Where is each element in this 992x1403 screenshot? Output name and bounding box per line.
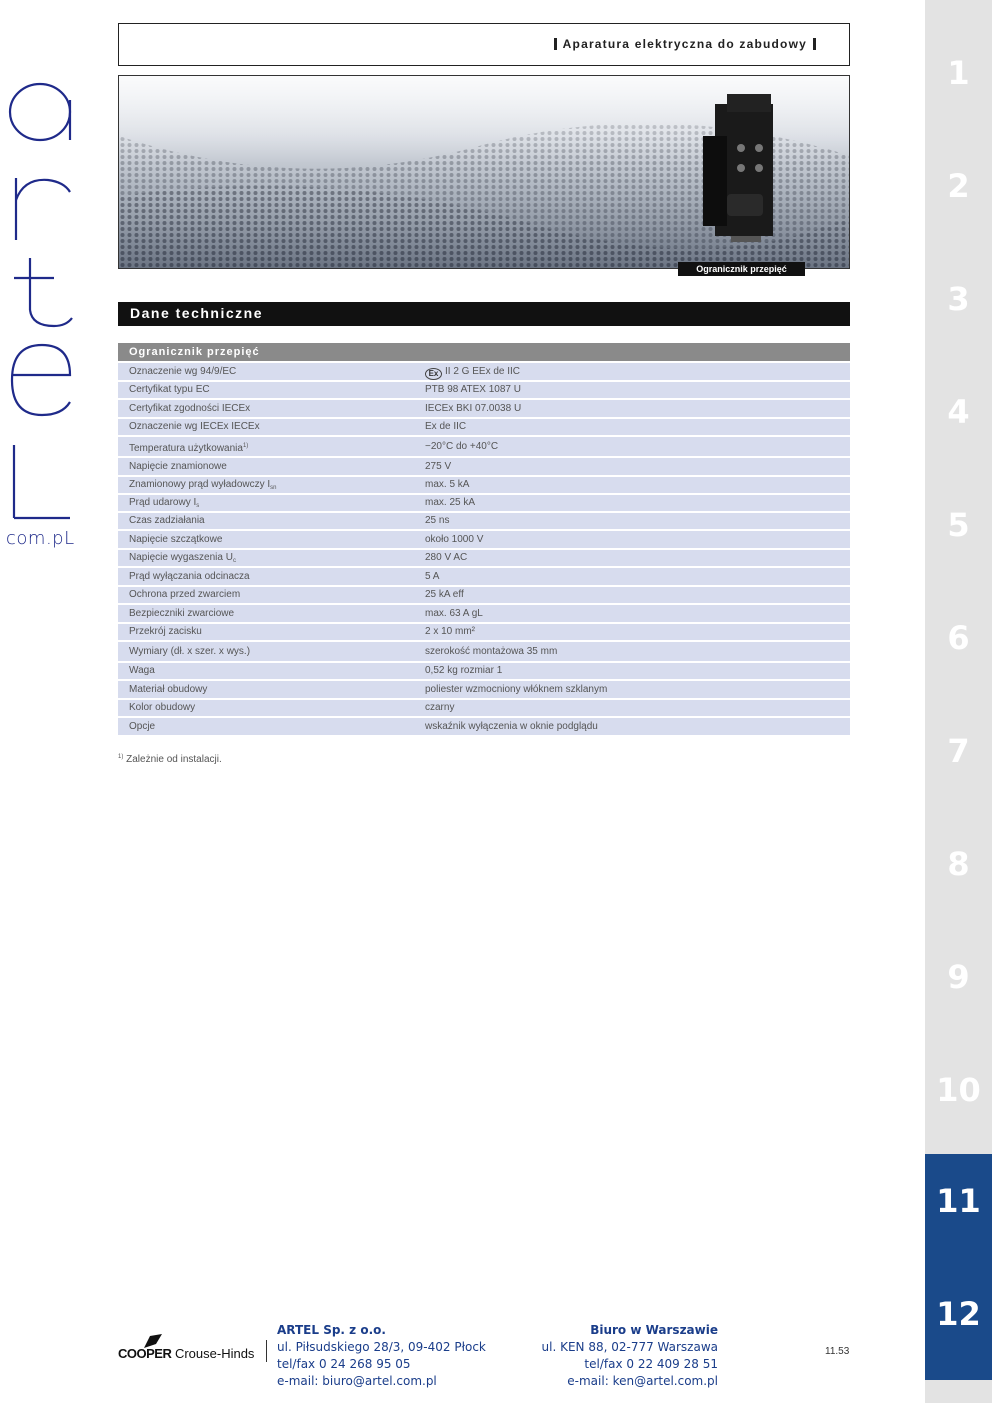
address-plock-street: ul. Piłsudskiego 28/3, 09-402 Płock <box>277 1340 486 1354</box>
spec-label: Napięcie znamionowe <box>129 461 227 472</box>
chapter-tab-8[interactable]: 8 <box>947 845 970 883</box>
address-warsaw-title: Biuro w Warszawie <box>590 1323 718 1337</box>
spec-row <box>118 511 850 529</box>
spec-row <box>118 398 850 417</box>
spec-label: Napięcie szczątkowe <box>129 534 223 545</box>
chapter-tab-3[interactable]: 3 <box>947 280 970 318</box>
spec-value: 280 V AC <box>425 552 468 563</box>
spec-label: Wymiary (dł. x szer. x wys.) <box>129 646 251 657</box>
section-header <box>118 302 850 326</box>
artel-domain: com.pL <box>6 528 75 549</box>
spec-label: Kolor obudowy <box>129 702 196 713</box>
spec-row <box>118 435 850 456</box>
spec-label: Certyfikat zgodności IECEx <box>129 403 251 414</box>
footnote-text: Zależnie od instalacji. <box>126 754 222 765</box>
chapter-tab-2[interactable]: 2 <box>947 167 970 205</box>
spec-value: 2 x 10 mm² <box>425 626 476 637</box>
chapter-sidebar <box>925 0 992 1403</box>
spec-table <box>118 343 850 735</box>
spec-label: Napięcie wygaszenia $U_c$ <box>129 552 236 564</box>
address-plock <box>277 1322 486 1390</box>
spec-row <box>118 622 850 640</box>
spec-label: Znamionowy prąd wyładowczy $I_{sn}$ <box>129 479 277 491</box>
spec-label: Materiał obudowy <box>129 684 208 695</box>
chapter-tab-5[interactable]: 5 <box>947 506 970 544</box>
chapter-tab-10[interactable]: 10 <box>936 1071 981 1109</box>
address-plock-email[interactable]: e-mail: biuro@artel.com.pl <box>277 1374 437 1388</box>
spec-value: IECEx BKI 07.0038 U <box>425 403 522 414</box>
footnote-mark: 1) <box>118 754 124 760</box>
page-number: 11.53 <box>825 1346 850 1357</box>
spec-label: Czas zadziałania <box>129 515 205 526</box>
spec-value: 0,52 kg rozmiar 1 <box>425 665 503 676</box>
hero-image <box>118 75 850 269</box>
spec-label: Prąd udarowy $I_s$ <box>129 497 200 509</box>
spec-row <box>118 529 850 548</box>
spec-value: 5 A <box>425 571 440 582</box>
spec-value: −20°C do +40°C <box>425 441 499 452</box>
spec-row <box>118 548 850 566</box>
spec-row <box>118 456 850 475</box>
spec-row <box>118 361 850 380</box>
spec-row <box>118 566 850 585</box>
spec-value: Ex II 2 G EEx de IIC <box>425 363 520 380</box>
spec-row <box>118 716 850 735</box>
chapter-tab-7[interactable]: 7 <box>947 732 970 770</box>
footer-divider <box>266 1340 267 1362</box>
address-warsaw-email[interactable]: e-mail: ken@artel.com.pl <box>567 1374 718 1388</box>
spec-value: 275 V <box>425 461 452 472</box>
spec-value: czarny <box>425 702 455 713</box>
artel-logo <box>4 70 76 560</box>
spec-value: max. 5 kA <box>425 479 470 490</box>
spec-label: Ochrona przed zwarciem <box>129 589 241 600</box>
spec-label: Waga <box>129 665 155 676</box>
spec-value: wskaźnik wyłączenia w oknie podglądu <box>425 721 598 732</box>
spec-label: Oznaczenie wg IECEx IECEx <box>129 421 260 432</box>
spec-label: Bezpieczniki zwarciowe <box>129 608 235 619</box>
address-plock-phone: tel/fax 0 24 268 95 05 <box>277 1357 411 1371</box>
hero-caption: Ogranicznik przepięć <box>678 262 805 276</box>
header-box <box>118 23 850 66</box>
spec-label: Przekrój zacisku <box>129 626 202 637</box>
chapter-tab-6[interactable]: 6 <box>947 619 970 657</box>
spec-row <box>118 417 850 435</box>
cooper-brand <box>118 1346 254 1361</box>
cooper-brand-bold: COOPER <box>118 1346 172 1361</box>
spec-row <box>118 603 850 622</box>
chapter-tab-11[interactable]: 11 <box>925 1154 992 1267</box>
spec-row <box>118 640 850 661</box>
spec-row <box>118 380 850 398</box>
spec-value: PTB 98 ATEX 1087 U <box>425 384 521 395</box>
spec-value: szerokość montażowa 35 mm <box>425 646 558 657</box>
ex-hexagon-icon: Ex <box>425 368 442 380</box>
spec-row <box>118 698 850 716</box>
spec-label: Certyfikat typu EC <box>129 384 210 395</box>
cooper-brand-rest: Crouse-Hinds <box>171 1346 255 1361</box>
chapter-tab-9[interactable]: 9 <box>947 958 970 996</box>
spec-value: poliester wzmocniony włóknem szklanym <box>425 684 608 695</box>
spec-value: Ex de IIC <box>425 421 467 432</box>
spec-row <box>118 679 850 698</box>
spec-label: Opcje <box>129 721 156 732</box>
spec-row <box>118 661 850 679</box>
spec-value: 25 kA eff <box>425 589 464 600</box>
spec-label: Prąd wyłączania odcinacza <box>129 571 250 582</box>
spec-row <box>118 493 850 511</box>
chapter-tab-4[interactable]: 4 <box>947 393 970 431</box>
cooper-crouse-hinds-logo <box>118 1334 268 1364</box>
spec-value: około 1000 V <box>425 534 484 545</box>
chapter-tab-12[interactable]: 12 <box>925 1267 992 1380</box>
address-warsaw-street: ul. KEN 88, 02-777 Warszawa <box>541 1340 718 1354</box>
spec-value: 25 ns <box>425 515 450 526</box>
address-plock-title: ARTEL Sp. z o.o. <box>277 1323 386 1337</box>
spec-label: Oznaczenie wg 94/9/EC <box>129 366 237 377</box>
spec-value: max. 25 kA <box>425 497 476 508</box>
address-warsaw-phone: tel/fax 0 22 409 28 51 <box>584 1357 718 1371</box>
footnote <box>118 754 222 765</box>
address-warsaw <box>520 1322 718 1390</box>
spec-label: Temperatura użytkowania$^{1)}$ <box>129 443 249 454</box>
spec-table-heading: Ogranicznik przepięć <box>118 343 850 361</box>
chapter-tab-1[interactable]: 1 <box>947 54 970 92</box>
spec-row <box>118 585 850 603</box>
spec-row <box>118 475 850 493</box>
header-title: Aparatura elektryczna do zabudowy <box>554 37 816 51</box>
section-title: Dane techniczne <box>130 305 263 321</box>
spec-value: max. 63 A gL <box>425 608 483 619</box>
